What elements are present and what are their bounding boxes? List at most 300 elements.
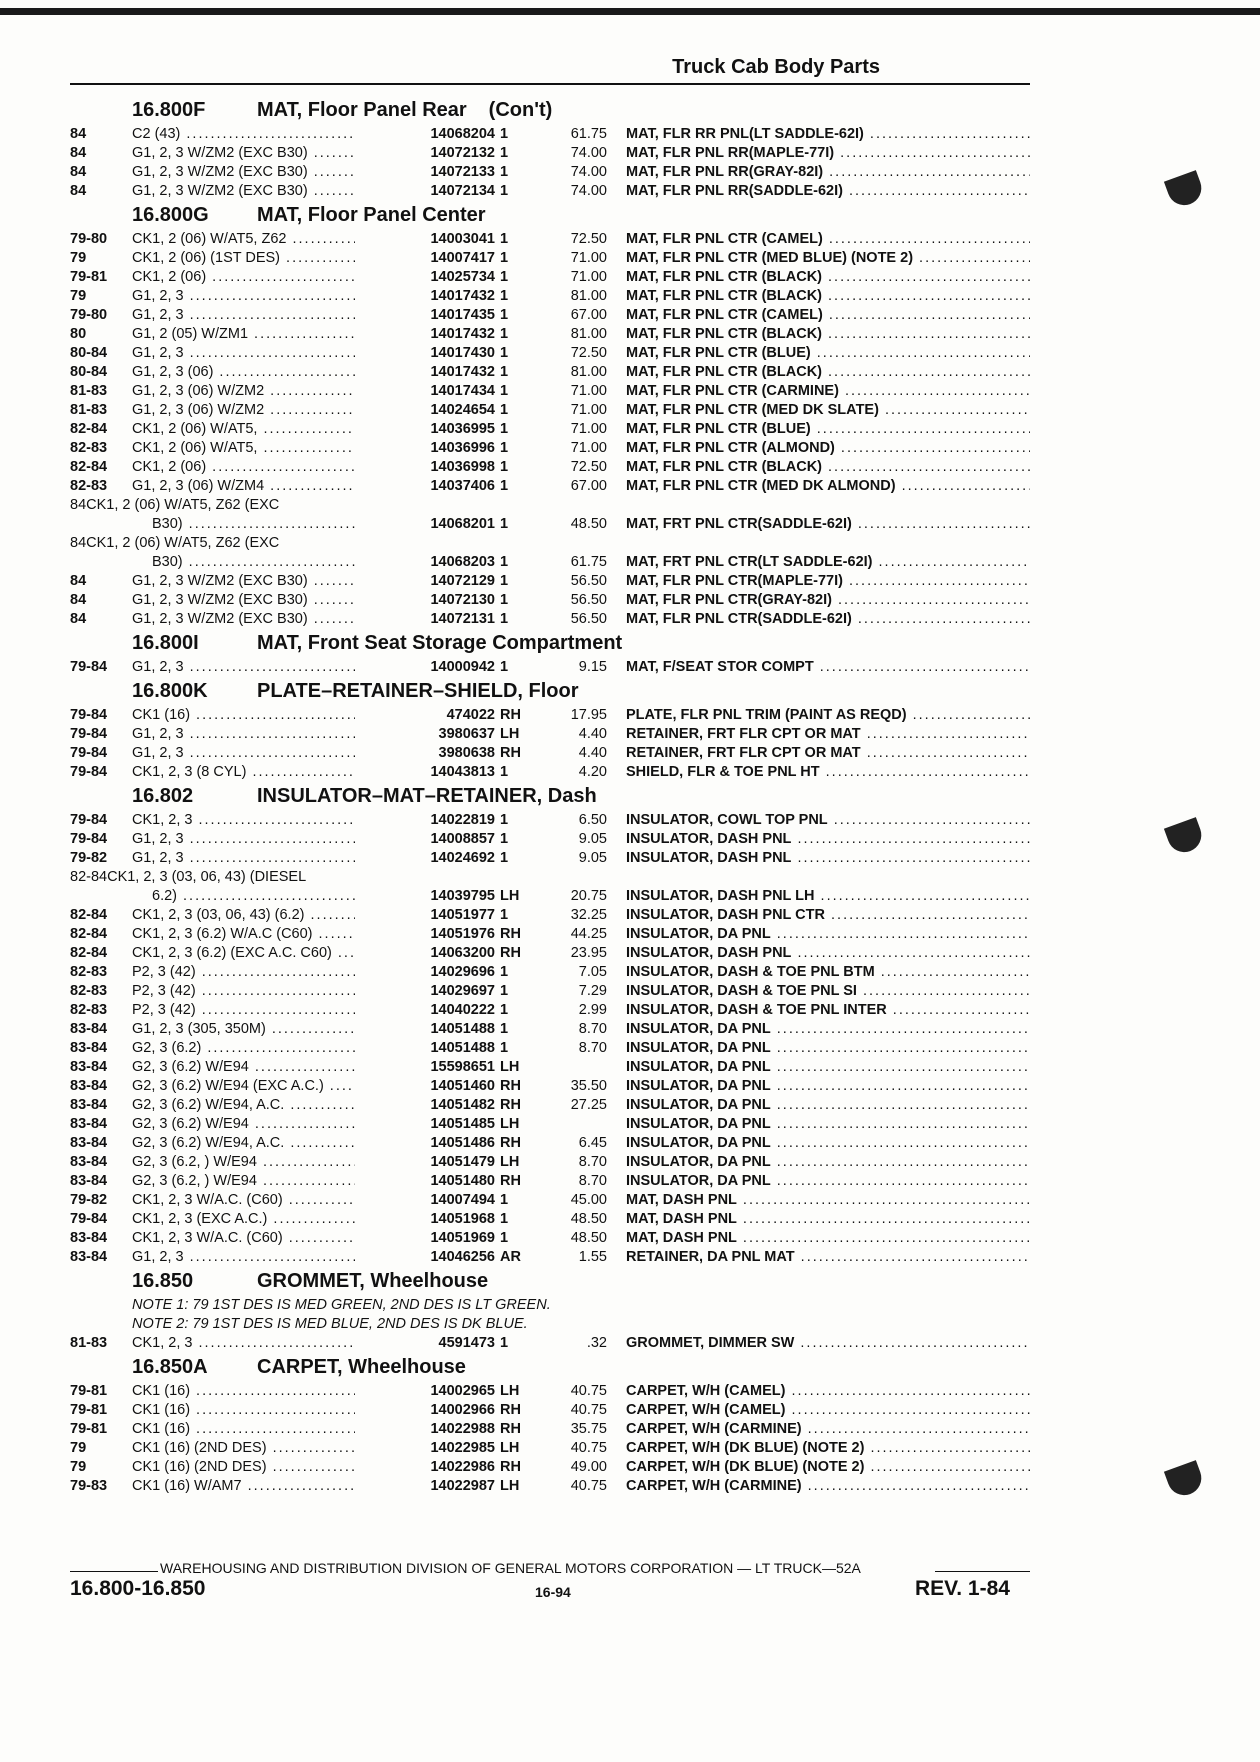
row-years: 79-81 xyxy=(70,1383,108,1399)
row-quantity: 1 xyxy=(500,1021,509,1037)
row-quantity: 1 xyxy=(500,1002,509,1018)
title-rule xyxy=(70,83,1030,85)
row-quantity: RH xyxy=(500,1097,521,1113)
row-model: CK1, 2 (06) W/AT5, ..... xyxy=(132,439,417,458)
row-description: INSULATOR, DA PNL ..... xyxy=(626,1039,1030,1058)
row-description: MAT, F/SEAT STOR COMPT ..... xyxy=(626,658,1030,677)
row-price: 44.25 xyxy=(570,926,607,942)
row-model: CK1, 2 (06) ..... xyxy=(132,458,417,477)
row-part-number: 14068204 xyxy=(355,125,495,144)
row-price: 6.45 xyxy=(578,1135,607,1151)
parts-row xyxy=(70,963,1030,982)
parts-row xyxy=(70,515,1030,534)
row-quantity: RH xyxy=(500,926,521,942)
row-price: 17.95 xyxy=(570,707,607,723)
row-description: CARPET, W/H (DK BLUE) (NOTE 2) ..... xyxy=(626,1439,1030,1458)
row-price: 48.50 xyxy=(570,1211,607,1227)
row-quantity: RH xyxy=(500,945,521,961)
row-price: 49.00 xyxy=(570,1459,607,1475)
binder-hole-bottom xyxy=(1164,1460,1206,1500)
parts-row xyxy=(70,1077,1030,1096)
row-years: 79-83 xyxy=(70,1478,108,1494)
row-model: CK1, 2, 3 (8 CYL) ..... xyxy=(132,763,417,782)
section-header xyxy=(70,96,1030,125)
parts-row xyxy=(70,1191,1030,1210)
row-part-number: 14072130 xyxy=(355,591,495,610)
parts-row xyxy=(70,744,1030,763)
row-price: 9.05 xyxy=(578,831,607,847)
row-description: INSULATOR, DA PNL ..... xyxy=(626,1115,1030,1134)
parts-row-continuation xyxy=(70,534,1030,553)
row-model: 6.2) ..... xyxy=(132,887,437,906)
parts-row xyxy=(70,287,1030,306)
row-model: CK1, 2, 3 (6.2) W/A.C (C60) ..... xyxy=(132,925,417,944)
parts-row-continuation xyxy=(70,868,1030,887)
section-header xyxy=(70,201,1030,230)
row-price: 7.29 xyxy=(578,983,607,999)
row-years: 79-80 xyxy=(70,231,108,247)
section-number: 16.800I xyxy=(132,632,199,654)
row-quantity: 1 xyxy=(500,421,509,437)
row-part-number: 14036995 xyxy=(355,420,495,439)
parts-row xyxy=(70,1401,1030,1420)
row-price: 9.15 xyxy=(578,659,607,675)
row-quantity: LH xyxy=(500,1440,520,1456)
row-quantity: LH xyxy=(500,726,520,742)
row-price: 71.00 xyxy=(570,383,607,399)
row-price: 71.00 xyxy=(570,250,607,266)
row-description: MAT, FLR PNL CTR (BLACK) ..... xyxy=(626,268,1030,287)
row-description: INSULATOR, DASH & TOE PNL SI ..... xyxy=(626,982,1030,1001)
row-model: G1, 2, 3 W/ZM2 (EXC B30) ..... xyxy=(132,572,417,591)
row-years: 82-83 xyxy=(70,440,108,456)
row-years: 82-84 xyxy=(70,421,108,437)
row-model: CK1 (16) (2ND DES) ..... xyxy=(132,1439,417,1458)
row-price: 7.05 xyxy=(578,964,607,980)
row-price: 35.50 xyxy=(570,1078,607,1094)
row-description: MAT, DASH PNL ..... xyxy=(626,1210,1030,1229)
row-price: 6.50 xyxy=(578,812,607,828)
row-quantity: 1 xyxy=(500,250,509,266)
parts-row xyxy=(70,1439,1030,1458)
parts-row xyxy=(70,1096,1030,1115)
row-years: 84 xyxy=(70,611,87,627)
row-years: 79-84 xyxy=(70,726,108,742)
parts-row xyxy=(70,572,1030,591)
row-quantity: 1 xyxy=(500,764,509,780)
row-description: CARPET, W/H (CAMEL) ..... xyxy=(626,1401,1030,1420)
row-price: 8.70 xyxy=(578,1021,607,1037)
row-quantity: 1 xyxy=(500,983,509,999)
row-description: MAT, FLR PNL CTR(SADDLE-62I) ..... xyxy=(626,610,1030,629)
row-quantity: 1 xyxy=(500,659,509,675)
row-years: 82-84 xyxy=(70,907,108,923)
row-part-number: 14051488 xyxy=(355,1020,495,1039)
row-years: 79-80 xyxy=(70,307,108,323)
row-description: INSULATOR, DASH PNL ..... xyxy=(626,944,1030,963)
parts-row xyxy=(70,610,1030,629)
row-description: MAT, FRT PNL CTR(LT SADDLE-62I) ..... xyxy=(626,553,1030,572)
row-part-number: 14072133 xyxy=(355,163,495,182)
row-model: CK1 (16) ..... xyxy=(132,1401,417,1420)
row-quantity: 1 xyxy=(500,611,509,627)
row-years: 81-83 xyxy=(70,402,108,418)
row-part-number: 14017432 xyxy=(355,287,495,306)
row-years: 79-81 xyxy=(70,269,108,285)
row-description: INSULATOR, DASH PNL LH ..... xyxy=(626,887,1030,906)
row-part-number: 14051969 xyxy=(355,1229,495,1248)
row-model: G1, 2, 3 ..... xyxy=(132,830,417,849)
row-model: G2, 3 (6.2, ) W/E94 ..... xyxy=(132,1172,417,1191)
row-price: 40.75 xyxy=(570,1478,607,1494)
row-years: 83-84 xyxy=(70,1040,108,1056)
row-years: 83-84 xyxy=(70,1097,108,1113)
row-model: G1, 2, 3 ..... xyxy=(132,658,417,677)
row-model: CK1, 2, 3 ..... xyxy=(132,811,417,830)
row-part-number: 14072129 xyxy=(355,572,495,591)
row-years: 83-84 xyxy=(70,1173,108,1189)
row-model: P2, 3 (42) ..... xyxy=(132,963,417,982)
row-price: 4.40 xyxy=(578,726,607,742)
row-model: G2, 3 (6.2) W/E94 ..... xyxy=(132,1058,417,1077)
row-quantity: 1 xyxy=(500,850,509,866)
row-part-number: 14024692 xyxy=(355,849,495,868)
parts-row xyxy=(70,849,1030,868)
row-part-number: 14008857 xyxy=(355,830,495,849)
row-model: P2, 3 (42) ..... xyxy=(132,1001,417,1020)
row-part-number: 14002966 xyxy=(355,1401,495,1420)
row-price: 48.50 xyxy=(570,1230,607,1246)
row-quantity: 1 xyxy=(500,964,509,980)
row-description: RETAINER, FRT FLR CPT OR MAT ..... xyxy=(626,744,1030,763)
row-model: G1, 2, 3 (06) W/ZM4 ..... xyxy=(132,477,417,496)
row-part-number: 14051486 xyxy=(355,1134,495,1153)
section-number: 16.800F xyxy=(132,99,206,121)
row-years: 83-84 xyxy=(70,1116,108,1132)
row-description: MAT, FLR PNL CTR(GRAY-82I) ..... xyxy=(626,591,1030,610)
row-years: 79-84 xyxy=(70,831,108,847)
parts-row xyxy=(70,420,1030,439)
row-quantity: RH xyxy=(500,1173,521,1189)
row-years: 83-84 xyxy=(70,1078,108,1094)
section-title: PLATE–RETAINER–SHIELD, Floor xyxy=(257,680,579,702)
row-part-number: 14007417 xyxy=(355,249,495,268)
row-years: 79-82 xyxy=(70,850,108,866)
row-years: 81-83 xyxy=(70,1335,108,1351)
row-price: 48.50 xyxy=(570,516,607,532)
row-model: G1, 2, 3 (06) W/ZM2 ..... xyxy=(132,382,417,401)
section-title: MAT, Floor Panel Rear xyxy=(257,99,467,121)
row-part-number: 14072131 xyxy=(355,610,495,629)
row-price: 67.00 xyxy=(570,478,607,494)
row-description: RETAINER, FRT FLR CPT OR MAT ..... xyxy=(626,725,1030,744)
parts-row xyxy=(70,325,1030,344)
parts-row xyxy=(70,925,1030,944)
row-part-number: 14022986 xyxy=(355,1458,495,1477)
row-model: B30) ..... xyxy=(132,515,437,534)
row-description: INSULATOR, DASH & TOE PNL INTER ..... xyxy=(626,1001,1030,1020)
row-description: MAT, FLR PNL CTR (BLACK) ..... xyxy=(626,363,1030,382)
parts-row xyxy=(70,1382,1030,1401)
parts-row xyxy=(70,763,1030,782)
row-description: INSULATOR, DA PNL ..... xyxy=(626,1172,1030,1191)
row-quantity: 1 xyxy=(500,573,509,589)
row-description: INSULATOR, DA PNL ..... xyxy=(626,1058,1030,1077)
row-description: SHIELD, FLR & TOE PNL HT ..... xyxy=(626,763,1030,782)
row-years: 82-84 xyxy=(70,869,108,885)
row-part-number: 14029696 xyxy=(355,963,495,982)
row-part-number: 14040222 xyxy=(355,1001,495,1020)
row-part-number: 14003041 xyxy=(355,230,495,249)
row-price: 8.70 xyxy=(578,1040,607,1056)
row-part-number: 4591473 xyxy=(355,1334,495,1353)
row-model: G2, 3 (6.2) W/E94 ..... xyxy=(132,1115,417,1134)
row-years: 84 xyxy=(70,126,87,142)
row-description: INSULATOR, DASH PNL ..... xyxy=(626,849,1030,868)
row-description: MAT, FRT PNL CTR(SADDLE-62I) ..... xyxy=(626,515,1030,534)
section-header xyxy=(70,629,1030,658)
row-description: MAT, FLR PNL CTR (CAMEL) ..... xyxy=(626,306,1030,325)
parts-row xyxy=(70,1229,1030,1248)
row-model: G2, 3 (6.2) W/E94 (EXC A.C.) ..... xyxy=(132,1077,417,1096)
row-years: 82-83 xyxy=(70,983,108,999)
row-part-number: 14068201 xyxy=(355,515,495,534)
parts-row xyxy=(70,658,1030,677)
row-description: INSULATOR, DASH PNL ..... xyxy=(626,830,1030,849)
row-part-number: 14022987 xyxy=(355,1477,495,1496)
row-years: 83-84 xyxy=(70,1059,108,1075)
row-model: CK1 (16) (2ND DES) ..... xyxy=(132,1458,417,1477)
row-part-number: 14039795 xyxy=(355,887,495,906)
row-model: G1, 2, 3 ..... xyxy=(132,1248,417,1267)
row-model: CK1 (16) ..... xyxy=(132,706,417,725)
row-quantity: 1 xyxy=(500,269,509,285)
row-quantity: RH xyxy=(500,1459,521,1475)
row-price: 72.50 xyxy=(570,231,607,247)
row-model: CK1, 2, 3 (EXC A.C.) ..... xyxy=(132,1210,417,1229)
row-part-number: 14029697 xyxy=(355,982,495,1001)
row-quantity: LH xyxy=(500,1116,520,1132)
row-price: 40.75 xyxy=(570,1402,607,1418)
row-years: 82-83 xyxy=(70,478,108,494)
row-price: 9.05 xyxy=(578,850,607,866)
section-number: 16.802 xyxy=(132,785,194,807)
row-part-number: 14022985 xyxy=(355,1439,495,1458)
row-quantity: LH xyxy=(500,888,520,904)
row-part-number: 14051485 xyxy=(355,1115,495,1134)
parts-row xyxy=(70,144,1030,163)
row-years: 79 xyxy=(70,1459,87,1475)
parts-row-continuation xyxy=(70,496,1030,515)
row-model: CK1, 2 (06) ..... xyxy=(132,268,417,287)
row-description: MAT, FLR PNL CTR (MED BLUE) (NOTE 2) ..... xyxy=(626,249,1030,268)
footer-range: 16.800-16.850 xyxy=(70,1577,206,1600)
row-description: MAT, DASH PNL ..... xyxy=(626,1229,1030,1248)
row-part-number: 14036998 xyxy=(355,458,495,477)
row-price: 81.00 xyxy=(570,288,607,304)
row-description: CARPET, W/H (CAMEL) ..... xyxy=(626,1382,1030,1401)
row-description: MAT, FLR PNL CTR (BLACK) ..... xyxy=(626,287,1030,306)
row-description: MAT, FLR PNL CTR (CAMEL) ..... xyxy=(626,230,1030,249)
row-part-number: 14024654 xyxy=(355,401,495,420)
section-header xyxy=(70,677,1030,706)
row-price: 72.50 xyxy=(570,459,607,475)
parts-row xyxy=(70,1420,1030,1439)
row-quantity: LH xyxy=(500,1383,520,1399)
parts-row xyxy=(70,1020,1030,1039)
row-quantity: RH xyxy=(500,1135,521,1151)
row-quantity: 1 xyxy=(500,326,509,342)
row-part-number: 14063200 xyxy=(355,944,495,963)
section-title: INSULATOR–MAT–RETAINER, Dash xyxy=(257,785,597,807)
row-model: G2, 3 (6.2, ) W/E94 ..... xyxy=(132,1153,417,1172)
row-price: 74.00 xyxy=(570,183,607,199)
parts-row xyxy=(70,1210,1030,1229)
row-years: 79 xyxy=(70,1440,87,1456)
row-part-number: 14022819 xyxy=(355,811,495,830)
parts-row xyxy=(70,182,1030,201)
row-quantity: 1 xyxy=(500,1040,509,1056)
row-part-number: 3980638 xyxy=(355,744,495,763)
footer-rule-right xyxy=(935,1571,1030,1572)
parts-row xyxy=(70,1039,1030,1058)
row-quantity: 1 xyxy=(500,183,509,199)
row-price: 8.70 xyxy=(578,1173,607,1189)
row-model: G1, 2, 3 ..... xyxy=(132,344,417,363)
section-title: CARPET, Wheelhouse xyxy=(257,1356,466,1378)
row-quantity: 1 xyxy=(500,231,509,247)
binder-hole-top xyxy=(1164,170,1206,210)
row-price: 56.50 xyxy=(570,573,607,589)
row-model-line: CK1, 2 (06) W/AT5, Z62 (EXC xyxy=(86,535,280,551)
row-description: MAT, FLR RR PNL(LT SADDLE-62I) ..... xyxy=(626,125,1030,144)
row-price: 74.00 xyxy=(570,145,607,161)
row-years: 84 xyxy=(70,592,87,608)
row-quantity: 1 xyxy=(500,345,509,361)
row-years: 83-84 xyxy=(70,1230,108,1246)
row-model: P2, 3 (42) ..... xyxy=(132,982,417,1001)
row-description: MAT, FLR PNL RR(MAPLE-77I) ..... xyxy=(626,144,1030,163)
parts-row xyxy=(70,230,1030,249)
row-quantity: 1 xyxy=(500,554,509,570)
row-part-number: 14017432 xyxy=(355,363,495,382)
row-years: 79 xyxy=(70,288,87,304)
row-price: 61.75 xyxy=(570,126,607,142)
row-description: INSULATOR, DA PNL ..... xyxy=(626,1153,1030,1172)
row-part-number: 14000942 xyxy=(355,658,495,677)
binder-hole-middle xyxy=(1164,817,1206,857)
row-quantity: 1 xyxy=(500,478,509,494)
row-price: 71.00 xyxy=(570,440,607,456)
row-quantity: 1 xyxy=(500,364,509,380)
row-price: 23.95 xyxy=(570,945,607,961)
row-description: MAT, FLR PNL CTR (ALMOND) ..... xyxy=(626,439,1030,458)
row-part-number: 14046256 xyxy=(355,1248,495,1267)
row-years: 82-84 xyxy=(70,945,108,961)
row-part-number: 14017432 xyxy=(355,325,495,344)
row-model: CK1 (16) ..... xyxy=(132,1420,417,1439)
row-price: 81.00 xyxy=(570,364,607,380)
row-part-number: 14043813 xyxy=(355,763,495,782)
parts-row xyxy=(70,906,1030,925)
parts-row xyxy=(70,706,1030,725)
row-years: 81-83 xyxy=(70,383,108,399)
parts-row xyxy=(70,1001,1030,1020)
row-years: 84 xyxy=(70,145,87,161)
row-description: INSULATOR, DA PNL ..... xyxy=(626,925,1030,944)
row-price: 4.40 xyxy=(578,745,607,761)
parts-row xyxy=(70,1134,1030,1153)
parts-row xyxy=(70,401,1030,420)
row-model-line: CK1, 2 (06) W/AT5, Z62 (EXC xyxy=(86,497,280,513)
row-model: G1, 2, 3 (305, 350M) ..... xyxy=(132,1020,417,1039)
row-years: 82-84 xyxy=(70,926,108,942)
row-price: 2.99 xyxy=(578,1002,607,1018)
row-model: G2, 3 (6.2) ..... xyxy=(132,1039,417,1058)
row-years: 82-84 xyxy=(70,459,108,475)
row-description: MAT, FLR PNL CTR (BLUE) ..... xyxy=(626,420,1030,439)
row-years: 80-84 xyxy=(70,345,108,361)
row-price: 71.00 xyxy=(570,269,607,285)
row-description: MAT, FLR PNL CTR (MED DK ALMOND) ..... xyxy=(626,477,1030,496)
row-description: MAT, FLR PNL CTR (BLACK) ..... xyxy=(626,325,1030,344)
row-part-number: 14068203 xyxy=(355,553,495,572)
row-part-number: 14051976 xyxy=(355,925,495,944)
row-model: G1, 2, 3 W/ZM2 (EXC B30) ..... xyxy=(132,144,417,163)
row-years: 83-84 xyxy=(70,1135,108,1151)
row-part-number: 14017430 xyxy=(355,344,495,363)
row-model: G1, 2, 3 ..... xyxy=(132,287,417,306)
footer-revision: REV. 1-84 xyxy=(915,1577,1010,1600)
row-description: RETAINER, DA PNL MAT ..... xyxy=(626,1248,1030,1267)
row-model: CK1, 2 (06) W/AT5, ..... xyxy=(132,420,417,439)
row-quantity: 1 xyxy=(500,459,509,475)
page-title: Truck Cab Body Parts xyxy=(672,56,880,78)
section-title: MAT, Front Seat Storage Compartment xyxy=(257,632,623,654)
row-model: CK1 (16) W/AM7 ..... xyxy=(132,1477,417,1496)
row-model: CK1, 2, 3 W/A.C. (C60) ..... xyxy=(132,1191,417,1210)
row-description: GROMMET, DIMMER SW ..... xyxy=(626,1334,1030,1353)
parts-row xyxy=(70,477,1030,496)
footer-division: WAREHOUSING AND DISTRIBUTION DIVISION OF GENERAL MOTORS CORPORATION — LT TRUCK—52A xyxy=(160,1560,861,1576)
row-model: CK1 (16) ..... xyxy=(132,1382,417,1401)
row-part-number: 14051488 xyxy=(355,1039,495,1058)
parts-row xyxy=(70,1115,1030,1134)
section-header xyxy=(70,1353,1030,1382)
row-quantity: 1 xyxy=(500,440,509,456)
row-model: B30) ..... xyxy=(132,553,437,572)
row-model: CK1, 2, 3 W/A.C. (C60) ..... xyxy=(132,1229,417,1248)
row-quantity: 1 xyxy=(500,164,509,180)
parts-row xyxy=(70,382,1030,401)
row-description: MAT, FLR PNL CTR (BLACK) ..... xyxy=(626,458,1030,477)
row-part-number: 14025734 xyxy=(355,268,495,287)
row-model: G2, 3 (6.2) W/E94, A.C. ..... xyxy=(132,1134,417,1153)
parts-row xyxy=(70,982,1030,1001)
row-description: MAT, FLR PNL CTR (CARMINE) ..... xyxy=(626,382,1030,401)
row-price: 27.25 xyxy=(570,1097,607,1113)
row-years: 79-84 xyxy=(70,745,108,761)
row-part-number: 14051460 xyxy=(355,1077,495,1096)
row-years: 80-84 xyxy=(70,364,108,380)
row-model-line: CK1, 2, 3 (03, 06, 43) (DIESEL xyxy=(107,869,307,885)
row-quantity: 1 xyxy=(500,1230,509,1246)
row-years: 79-82 xyxy=(70,1192,108,1208)
row-description: MAT, FLR PNL CTR (MED DK SLATE) ..... xyxy=(626,401,1030,420)
row-quantity: RH xyxy=(500,1078,521,1094)
row-model: CK1, 2 (06) W/AT5, Z62 ..... xyxy=(132,230,417,249)
row-description: CARPET, W/H (CARMINE) ..... xyxy=(626,1420,1030,1439)
